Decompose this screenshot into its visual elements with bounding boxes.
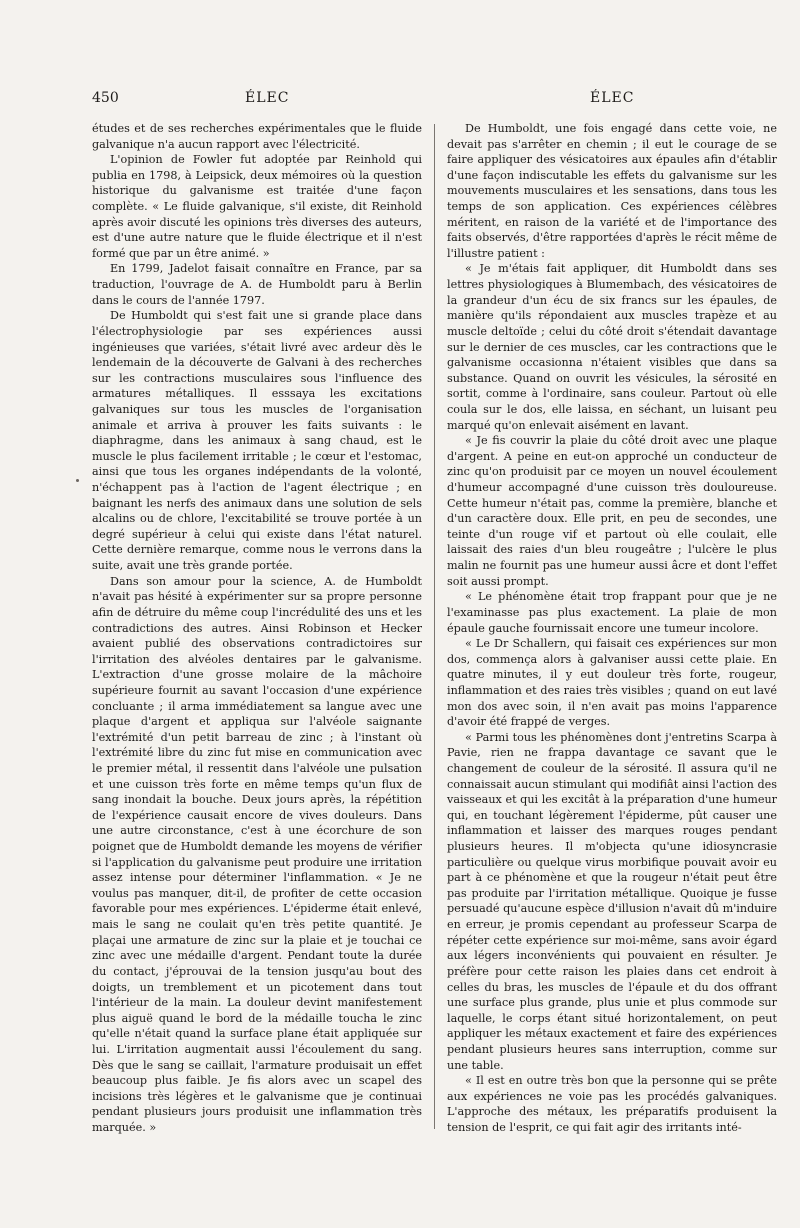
running-title-left: ÉLEC [245,90,290,106]
paragraph: De Humboldt, une fois engagé dans cette voie, ne devait pas s'arrêter en chemin ; il eut le courage de se faire appliquer des vésicatoires aux épaules afin d'établir d'une façon indiscutable les effets du galvanisme sur les mouvements musculaires et les sensations, dans tous les temps de son application. Ces expériences célèbres méritent, en raison de la variété et de l'importance des faits observés, d'être rapportées d'après le récit même de l'illustre patient : [447,122,777,260]
running-title-right: ÉLEC [590,90,635,106]
paragraph: « Le phénomène était trop frappant pour que je ne l'examinasse pas plus exactement. La plaie de mon épaule gauche fournissait encore une tumeur incolore. [447,590,777,635]
paragraph: « Je m'étais fait appliquer, dit Humboldt dans ses lettres physiologiques à Blumembach, des vésicatoires de la grandeur d'un écu de six francs sur les épaules, de manière qu'ils répondaient aux muscles trapèze et au muscle deltoïde ; celui du côté droit s'étendait davantage sur le dernier de ces muscles, car les contractions que le galvanisme occasionna n'étaient visibles que dans sa substance. Quand on ouvrit les vésicules, la sérosité en sortit, comme à l'ordinaire, sans couleur. Partout où elle coula sur le dos, elle laissa, en séchant, un luisant peu marqué qu'on enlevait aisément en lavant. [447,262,777,432]
paragraph: études et de ses recherches expérimentales que le fluide galvanique n'a aucun rapport avec l'électricité. [92,122,422,151]
paragraph: En 1799, Jadelot faisait connaître en France, par sa traduction, l'ouvrage de A. de Humboldt paru à Berlin dans le cours de l'année 1797. [92,262,422,307]
paragraph: Dans son amour pour la science, A. de Humboldt n'avait pas hésité à expérimenter sur sa propre personne afin de détruire du même coup l'incrédulité des uns et les contradictions des autres. Ainsi Robinson et Hecker avaient publié des observations contradictoires sur l'irritation des alvéoles dentaires par le galvanisme. L'extraction d'une grosse molaire de la mâchoire supérieure fournit au savant l'occasion d'une expérience concluante ; il arma immédiatement sa langue avec une plaque d'argent et appliqua sur l'alvéole saignante l'extrémité d'un petit barreau de zinc ; à l'instant où l'extrémité libre du zinc fut mise en communication avec le premier métal, il ressentit dans l'alvéole une pulsation et une cuisson très forte en même temps qu'un flux de sang inondait la bouche. Deux jours après, la répétition de l'expérience causait encore de vives douleurs. Dans une autre circonstance, c'est à une écorchure de son poignet que de Humboldt demande les moyens de vérifier si l'application du galvanisme peut produire une irritation assez intense pour déterminer l'inflammation. « Je ne voulus pas manquer, dit-il, de profiter de cette occasion favorable pour mes expériences. L'épiderme était enlevé, mais le sang ne coulait qu'en très petite quantité. Je plaçai une armature de zinc sur la plaie et je touchai ce zinc avec une médaille d'argent. Pendant toute la durée du contact, j'éprouvai de la tension jusqu'au bout des doigts, un tremblement et un picotement dans tout l'intérieur de la main. La douleur devint manifestement plus aiguë quand le bord de la médaille toucha le zinc qu'elle n'était quand la surface plane était appliquée sur lui. L'irritation augmentait aussi l'écoulement du sang. Dès que le sang se caillait, l'armature produisait un effet beaucoup plus faible. Je fis alors avec un scapel des incisions très légères et le galvanisme que je continuai pendant plusieurs jours produisit une inflammation très marquée. » [92,574,422,1134]
paragraph: « Le Dr Schallern, qui faisait ces expériences sur mon dos, commença alors à galvaniser aussi cette plaie. En quatre minutes, il y eut douleur très forte, rougeur, inflammation et des raies très visibles ; quand on eut lavé mon dos avec soin, il n'en avait pas moins l'apparence d'avoir été frappé de verges. [447,637,777,729]
ink-speck [76,479,79,482]
paragraph: L'opinion de Fowler fut adoptée par Reinhold qui publia en 1798, à Leipsick, deux mémoires où la question historique du galvanisme est traitée d'une façon complète. « Le fluide galvanique, s'il existe, dit Reinhold après avoir discuté les opinions très diverses des auteurs, est d'une autre nature que le fluide électrique et il n'est formé que par un être animé. » [92,153,422,260]
column-divider [434,124,435,1129]
paragraph: « Parmi tous les phénomènes dont j'entretins Scarpa à Pavie, rien ne frappa davantage ce savant que le changement de couleur de la sérosité. Il assura qu'il ne connaissait aucun stimulant qui modifiât ainsi l'action des vaisseaux et qui les excitât à la préparation d'une humeur qui, en touchant légèrement l'épiderme, pût causer une inflammation et laisser des marques rouges pendant plusieurs heures. Il m'objecta qu'une idiosyncrasie particulière ou quelque virus morbifique pouvait avoir eu part à ce phénomène et que la rougeur n'était peut être pas produite par l'irritation métallique. Quoique je fusse persuadé qu'aucune espèce d'illusion n'avait dû m'induire en erreur, je promis cependant au professeur Scarpa de répéter cette expérience sur moi-même, sans avoir égard aux légers inconvénients qui pouvaient en résulter. Je préfère pour cette raison les plaies dans cet endroit à celles du bras, les muscles de l'épaule et du dos offrant une surface plus grande, plus unie et plus commode sur laquelle, le corps étant situé horizontalement, on peut appliquer les métaux exactement et faire des expériences pendant plusieurs heures sans interruption, comme sur une table. [447,730,777,1072]
paragraph: « Je fis couvrir la plaie du côté droit avec une plaque d'argent. A peine en eut-on approché un conducteur de zinc qu'on produisit par ce moyen un nouvel écoulement d'humeur accompagné d'une cuisson très douloureuse. Cette humeur n'était pas, comme la première, blanche et d'un caractère doux. Elle prit, en peu de secondes, une teinte d'un rouge vif et partout où elle coulait, elle laissait des raies d'un bleu rougeâtre ; l'ulcère le plus malin ne fournit pas une humeur aussi âcre et dont l'effet soit aussi prompt. [447,434,777,588]
right-column [447,121,777,1136]
page-number: 450 [92,90,119,106]
paragraph: De Humboldt qui s'est fait une si grande place dans l'électrophysiologie par ses expériences aussi ingénieuses que variées, s'était livré avec ardeur dès le lendemain de la découverte de Galvani à des recherches sur les contractions musculaires sous l'influence des armatures métalliques. Il esssaya les excitations galvaniques sur tous les muscles de l'organisation animale et arriva à prouver les faits suivants : le diaphragme, dans les animaux à sang chaud, est le muscle le plus facilement irritable ; le cœur et l'estomac, ainsi que tous les organes indépendants de la volonté, n'échappent pas à l'action de l'agent électrique ; en baignant les nerfs des animaux dans une solution de sels alcalins ou de chlore, l'excitabilité se trouve portée à un degré supérieur à celui qui existe dans l'état naturel. Cette dernière remarque, comme nous le verrons dans la suite, avait une très grande portée. [92,309,422,573]
left-column [92,121,422,1136]
page-header [92,90,758,110]
paragraph: « Il est en outre très bon que la personne qui se prête aux expériences ne voie pas les procédés galvaniques. L'approche des métaux, les préparatifs produisent la tension de l'esprit, ce qui fait agir des irritants inté- [447,1074,777,1134]
